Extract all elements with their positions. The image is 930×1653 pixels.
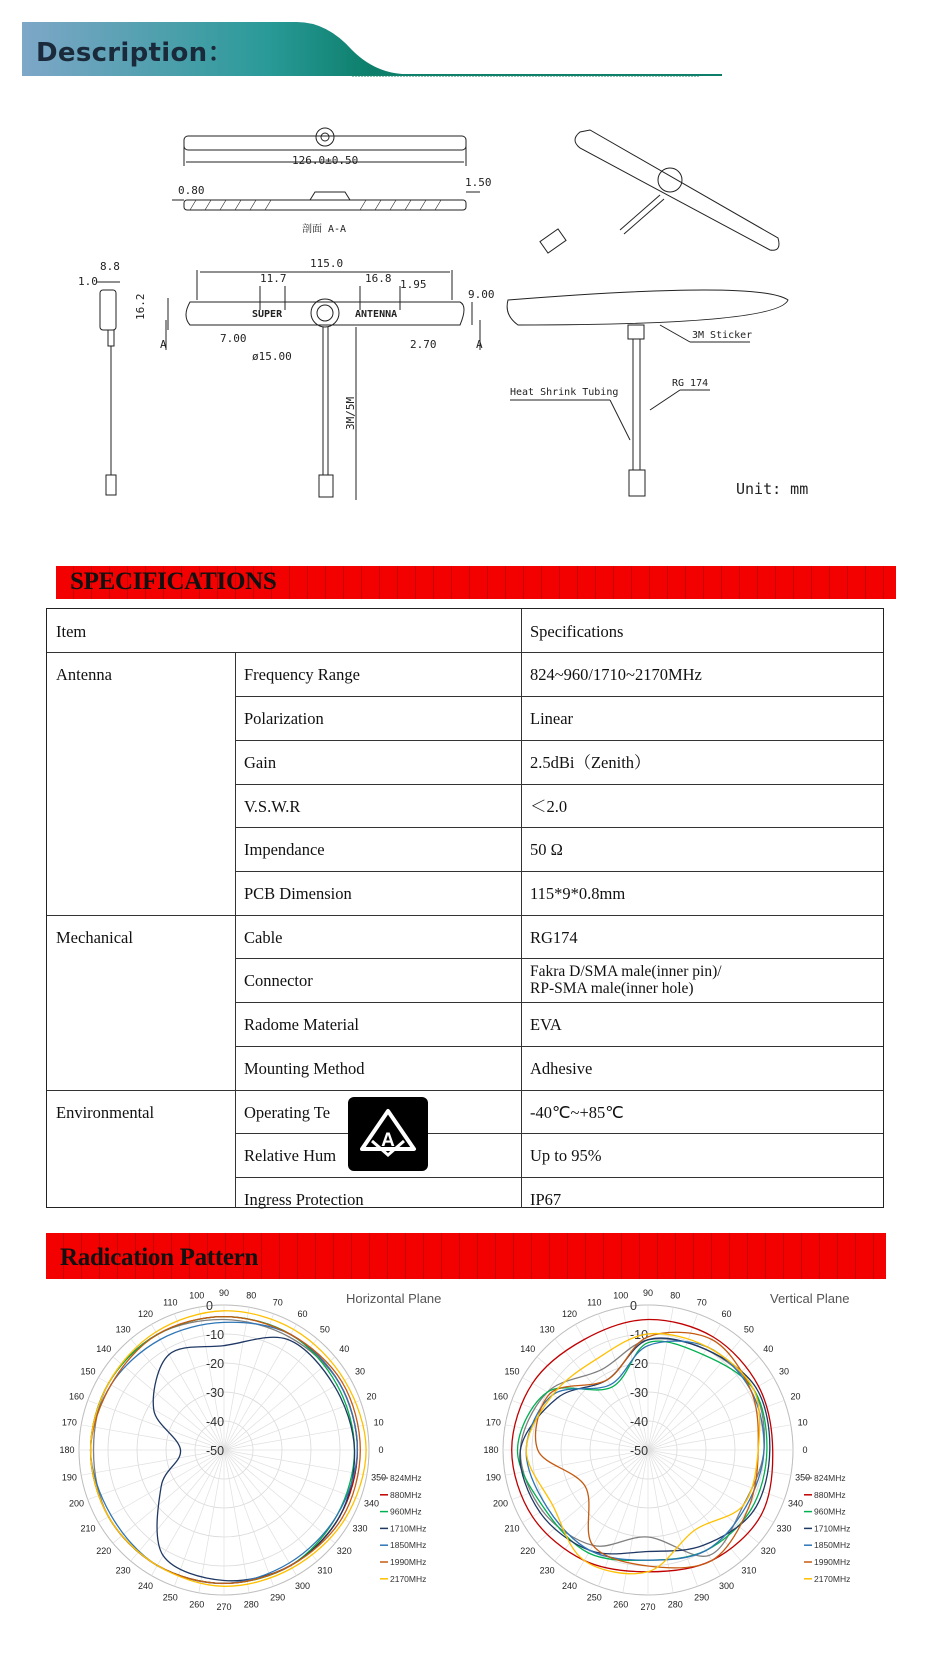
radiation-pattern-title: Radication Pattern: [60, 1244, 259, 1271]
angle-tick-label: 270: [216, 1602, 232, 1612]
param-connector: Connector: [244, 971, 313, 990]
angle-tick-label: 70: [272, 1297, 283, 1308]
radial-tick-label: -50: [206, 1444, 225, 1458]
radial-tick-label: -30: [206, 1386, 225, 1400]
radial-tick-label: -10: [630, 1328, 649, 1342]
legend-entry: 824MHz: [390, 1473, 422, 1483]
table-column-divider: [235, 652, 236, 1208]
angle-tick-label: 60: [297, 1309, 308, 1320]
angle-tick-label: 210: [504, 1523, 520, 1534]
legend-entry: 960MHz: [814, 1506, 846, 1517]
page-title: Description：: [36, 38, 234, 68]
table-header-item: Item: [56, 622, 87, 641]
horizontal-plane-title: Horizontal Plane: [346, 1291, 442, 1306]
param-gain: Gain: [244, 753, 277, 772]
table-divider: [235, 1046, 883, 1047]
legend-entry: 880MHz: [814, 1489, 846, 1500]
label-super: SUPER: [252, 309, 283, 320]
angle-tick-label: 320: [760, 1545, 776, 1556]
angle-tick-label: 220: [520, 1545, 536, 1556]
angle-tick-label: 60: [721, 1309, 732, 1320]
angle-tick-label: 50: [743, 1324, 754, 1335]
radial-tick-label: -40: [630, 1415, 649, 1429]
angle-tick-label: 0: [378, 1445, 384, 1455]
angle-tick-label: 310: [741, 1565, 757, 1576]
value-ingress-protection: IP67: [530, 1190, 562, 1209]
angle-tick-label: 30: [778, 1366, 789, 1377]
section-label: 剖面 A-A: [302, 224, 347, 235]
param-cable: Cable: [244, 928, 283, 947]
legend-entry: 2170MHz: [390, 1573, 427, 1584]
angle-tick-label: 280: [667, 1599, 683, 1610]
group-mechanical: Mechanical: [56, 928, 133, 947]
param-mounting-method: Mounting Method: [244, 1059, 365, 1078]
angle-tick-label: 110: [587, 1297, 602, 1308]
horizontal-plane-chart: [46, 1285, 466, 1625]
angle-tick-label: 240: [137, 1580, 154, 1591]
param-impedance: Impendance: [244, 840, 325, 859]
angle-tick-label: 340: [788, 1498, 804, 1509]
value-cable: RG174: [530, 928, 578, 947]
angle-tick-label: 250: [162, 1592, 178, 1603]
vertical-plane-title: Vertical Plane: [770, 1291, 850, 1306]
label-rg174: RG 174: [672, 378, 709, 389]
angle-tick-label: 130: [115, 1324, 131, 1335]
angle-tick-label: 190: [61, 1472, 77, 1483]
angle-tick-label: 260: [613, 1599, 629, 1610]
param-vswr: V.S.W.R: [244, 797, 301, 816]
radial-tick-label: 0: [206, 1299, 213, 1313]
angle-tick-label: 40: [339, 1344, 350, 1355]
group-antenna: Antenna: [56, 665, 112, 684]
dim-115: 115.0: [310, 257, 344, 270]
unit-label: Unit: mm: [736, 480, 809, 498]
angle-tick-label: 290: [270, 1592, 286, 1603]
angle-tick-label: 10: [797, 1417, 808, 1428]
table-column-divider: [521, 609, 522, 1208]
angle-tick-label: 330: [776, 1523, 792, 1534]
angle-tick-label: 120: [137, 1309, 154, 1320]
angle-tick-label: 200: [492, 1498, 508, 1509]
dim-168: 16.8: [365, 272, 392, 285]
table-divider: [235, 1177, 883, 1178]
angle-tick-label: 20: [366, 1391, 377, 1402]
specifications-title: SPECIFICATIONS: [70, 568, 277, 595]
param-pcb-dimension: PCB Dimension: [244, 884, 352, 903]
dim-88: 8.8: [100, 260, 120, 273]
specifications-banner: [56, 566, 896, 599]
dim-195: 1.95: [400, 278, 427, 291]
value-connector-line1: Fakra D/SMA male(inner pin)/: [530, 963, 722, 980]
angle-tick-label: 10: [373, 1417, 384, 1428]
angle-tick-label: 120: [561, 1309, 578, 1320]
param-frequency-range: Frequency Range: [244, 665, 360, 684]
legend-entry: 1990MHz: [814, 1557, 851, 1567]
angle-tick-label: 50: [319, 1324, 330, 1335]
angle-tick-label: 80: [670, 1290, 681, 1301]
arrow-a-left: A: [160, 338, 167, 351]
angle-tick-label: 260: [189, 1599, 205, 1610]
value-frequency-range: 824~960/1710~2170MHz: [530, 665, 702, 684]
radial-tick-label: -50: [630, 1444, 649, 1458]
angle-tick-label: 300: [294, 1580, 311, 1591]
table-divider: [235, 827, 883, 828]
dim-150: 1.50: [465, 176, 492, 189]
angle-tick-label: 150: [80, 1366, 96, 1377]
angle-tick-label: 100: [613, 1290, 629, 1301]
angle-tick-label: 20: [790, 1391, 801, 1402]
angle-tick-label: 290: [694, 1592, 710, 1603]
value-impedance: 50 Ω: [530, 840, 563, 859]
table-divider: [235, 784, 883, 785]
table-divider: [47, 652, 883, 653]
angle-tick-label: 180: [483, 1445, 499, 1455]
dim-900: 9.00: [468, 288, 495, 301]
svg-text:A: A: [381, 1130, 395, 1151]
radial-tick-label: -40: [206, 1415, 225, 1429]
legend-entry: 960MHz: [390, 1506, 422, 1517]
angle-tick-label: 230: [115, 1565, 131, 1576]
label-sticker: 3M Sticker: [692, 330, 753, 341]
dim-117: 11.7: [260, 272, 287, 285]
angle-tick-label: 160: [68, 1391, 84, 1402]
table-divider: [235, 871, 883, 872]
angle-tick-label: 340: [364, 1498, 380, 1509]
value-operating-temperature: -40℃~+85℃: [530, 1103, 624, 1122]
legend-entry: 2170MHz: [814, 1573, 851, 1584]
table-divider: [235, 1002, 883, 1003]
angle-tick-label: 40: [763, 1344, 774, 1355]
legend-entry: 824MHz: [814, 1473, 846, 1483]
dim-080: 0.80: [178, 184, 205, 197]
legend-entry: 1710MHz: [814, 1523, 851, 1534]
angle-tick-label: 110: [163, 1297, 178, 1308]
radial-tick-label: -10: [206, 1328, 225, 1342]
dim-10: 1.0: [78, 275, 98, 288]
param-radome-material: Radome Material: [244, 1015, 360, 1034]
angle-tick-label: 170: [485, 1417, 501, 1428]
angle-tick-label: 160: [492, 1391, 508, 1402]
dim-cable: 3M/5M: [344, 396, 357, 430]
dim-126: 126.0±0.50: [292, 154, 359, 167]
value-vswr: ＜2.0: [530, 797, 568, 816]
value-polarization: Linear: [530, 709, 574, 728]
table-divider: [235, 740, 883, 741]
angle-tick-label: 80: [246, 1290, 257, 1301]
angle-tick-label: 250: [586, 1592, 602, 1603]
table-divider: [235, 1133, 883, 1134]
value-gain: 2.5dBi（Zenith）: [530, 753, 651, 772]
angle-tick-label: 210: [80, 1523, 96, 1534]
legend-entry: 1990MHz: [390, 1557, 427, 1567]
dim-270: 2.70: [410, 338, 437, 351]
angle-tick-label: 280: [243, 1599, 259, 1610]
table-divider: [47, 915, 883, 916]
angle-tick-label: 320: [336, 1545, 352, 1556]
radial-tick-label: -30: [630, 1386, 649, 1400]
value-relative-humidity: Up to 95%: [530, 1146, 602, 1165]
value-pcb-dimension: 115*9*0.8mm: [530, 884, 626, 903]
specifications-table: [46, 608, 884, 1208]
param-relative-humidity: Relative Hum: [244, 1146, 337, 1165]
angle-tick-label: 130: [539, 1324, 555, 1335]
logo-icon: [348, 1097, 428, 1171]
angle-tick-label: 70: [696, 1297, 707, 1308]
value-connector-line2: RP-SMA male(inner hole): [530, 980, 694, 997]
group-environmental: Environmental: [56, 1103, 155, 1122]
value-radome-material: EVA: [530, 1015, 562, 1034]
param-operating-temperature: Operating Te: [244, 1103, 331, 1122]
angle-tick-label: 190: [485, 1472, 501, 1483]
angle-tick-label: 270: [640, 1602, 656, 1612]
watermark-logo: [348, 1097, 428, 1171]
table-divider: [47, 1090, 883, 1091]
legend-entry: 880MHz: [390, 1489, 422, 1500]
value-mounting-method: Adhesive: [530, 1059, 593, 1078]
angle-tick-label: 0: [802, 1445, 808, 1455]
angle-tick-label: 30: [354, 1366, 365, 1377]
table-divider: [235, 958, 883, 959]
arrow-a-right: A: [476, 338, 483, 351]
legend-entry: 1850MHz: [390, 1540, 427, 1551]
angle-tick-label: 220: [96, 1545, 112, 1556]
label-antenna: ANTENNA: [355, 309, 398, 320]
param-ingress-protection: Ingress Protection: [244, 1190, 364, 1209]
angle-tick-label: 350: [371, 1472, 387, 1483]
angle-tick-label: 240: [561, 1580, 578, 1591]
table-header-spec: Specifications: [530, 622, 624, 641]
angle-tick-label: 170: [61, 1417, 77, 1428]
angle-tick-label: 330: [352, 1523, 368, 1534]
angle-tick-label: 140: [520, 1344, 536, 1355]
description-header: [22, 22, 722, 80]
radial-tick-label: -20: [630, 1357, 649, 1371]
angle-tick-label: 100: [189, 1290, 205, 1301]
table-divider: [235, 696, 883, 697]
angle-tick-label: 350: [795, 1472, 811, 1483]
dim-700: 7.00: [220, 332, 247, 345]
vertical-plane-chart: [470, 1285, 890, 1625]
angle-tick-label: 90: [642, 1288, 654, 1298]
label-heat-shrink: Heat Shrink Tubing: [510, 387, 619, 398]
angle-tick-label: 310: [317, 1565, 333, 1576]
angle-tick-label: 300: [718, 1580, 735, 1591]
param-polarization: Polarization: [244, 709, 324, 728]
legend-entry: 1850MHz: [814, 1540, 851, 1551]
angle-tick-label: 150: [504, 1366, 520, 1377]
radial-tick-label: 0: [630, 1299, 637, 1313]
radiation-pattern-banner: [46, 1233, 886, 1279]
antenna-drawing: [60, 120, 880, 540]
legend-entry: 1710MHz: [390, 1523, 427, 1534]
angle-tick-label: 200: [68, 1498, 84, 1509]
angle-tick-label: 230: [539, 1565, 555, 1576]
angle-tick-label: 180: [59, 1445, 75, 1455]
dim-162: 16.2: [134, 293, 147, 320]
dim-1500: ø15.00: [252, 350, 292, 363]
radial-tick-label: -20: [206, 1357, 225, 1371]
angle-tick-label: 140: [96, 1344, 112, 1355]
angle-tick-label: 90: [218, 1288, 230, 1298]
